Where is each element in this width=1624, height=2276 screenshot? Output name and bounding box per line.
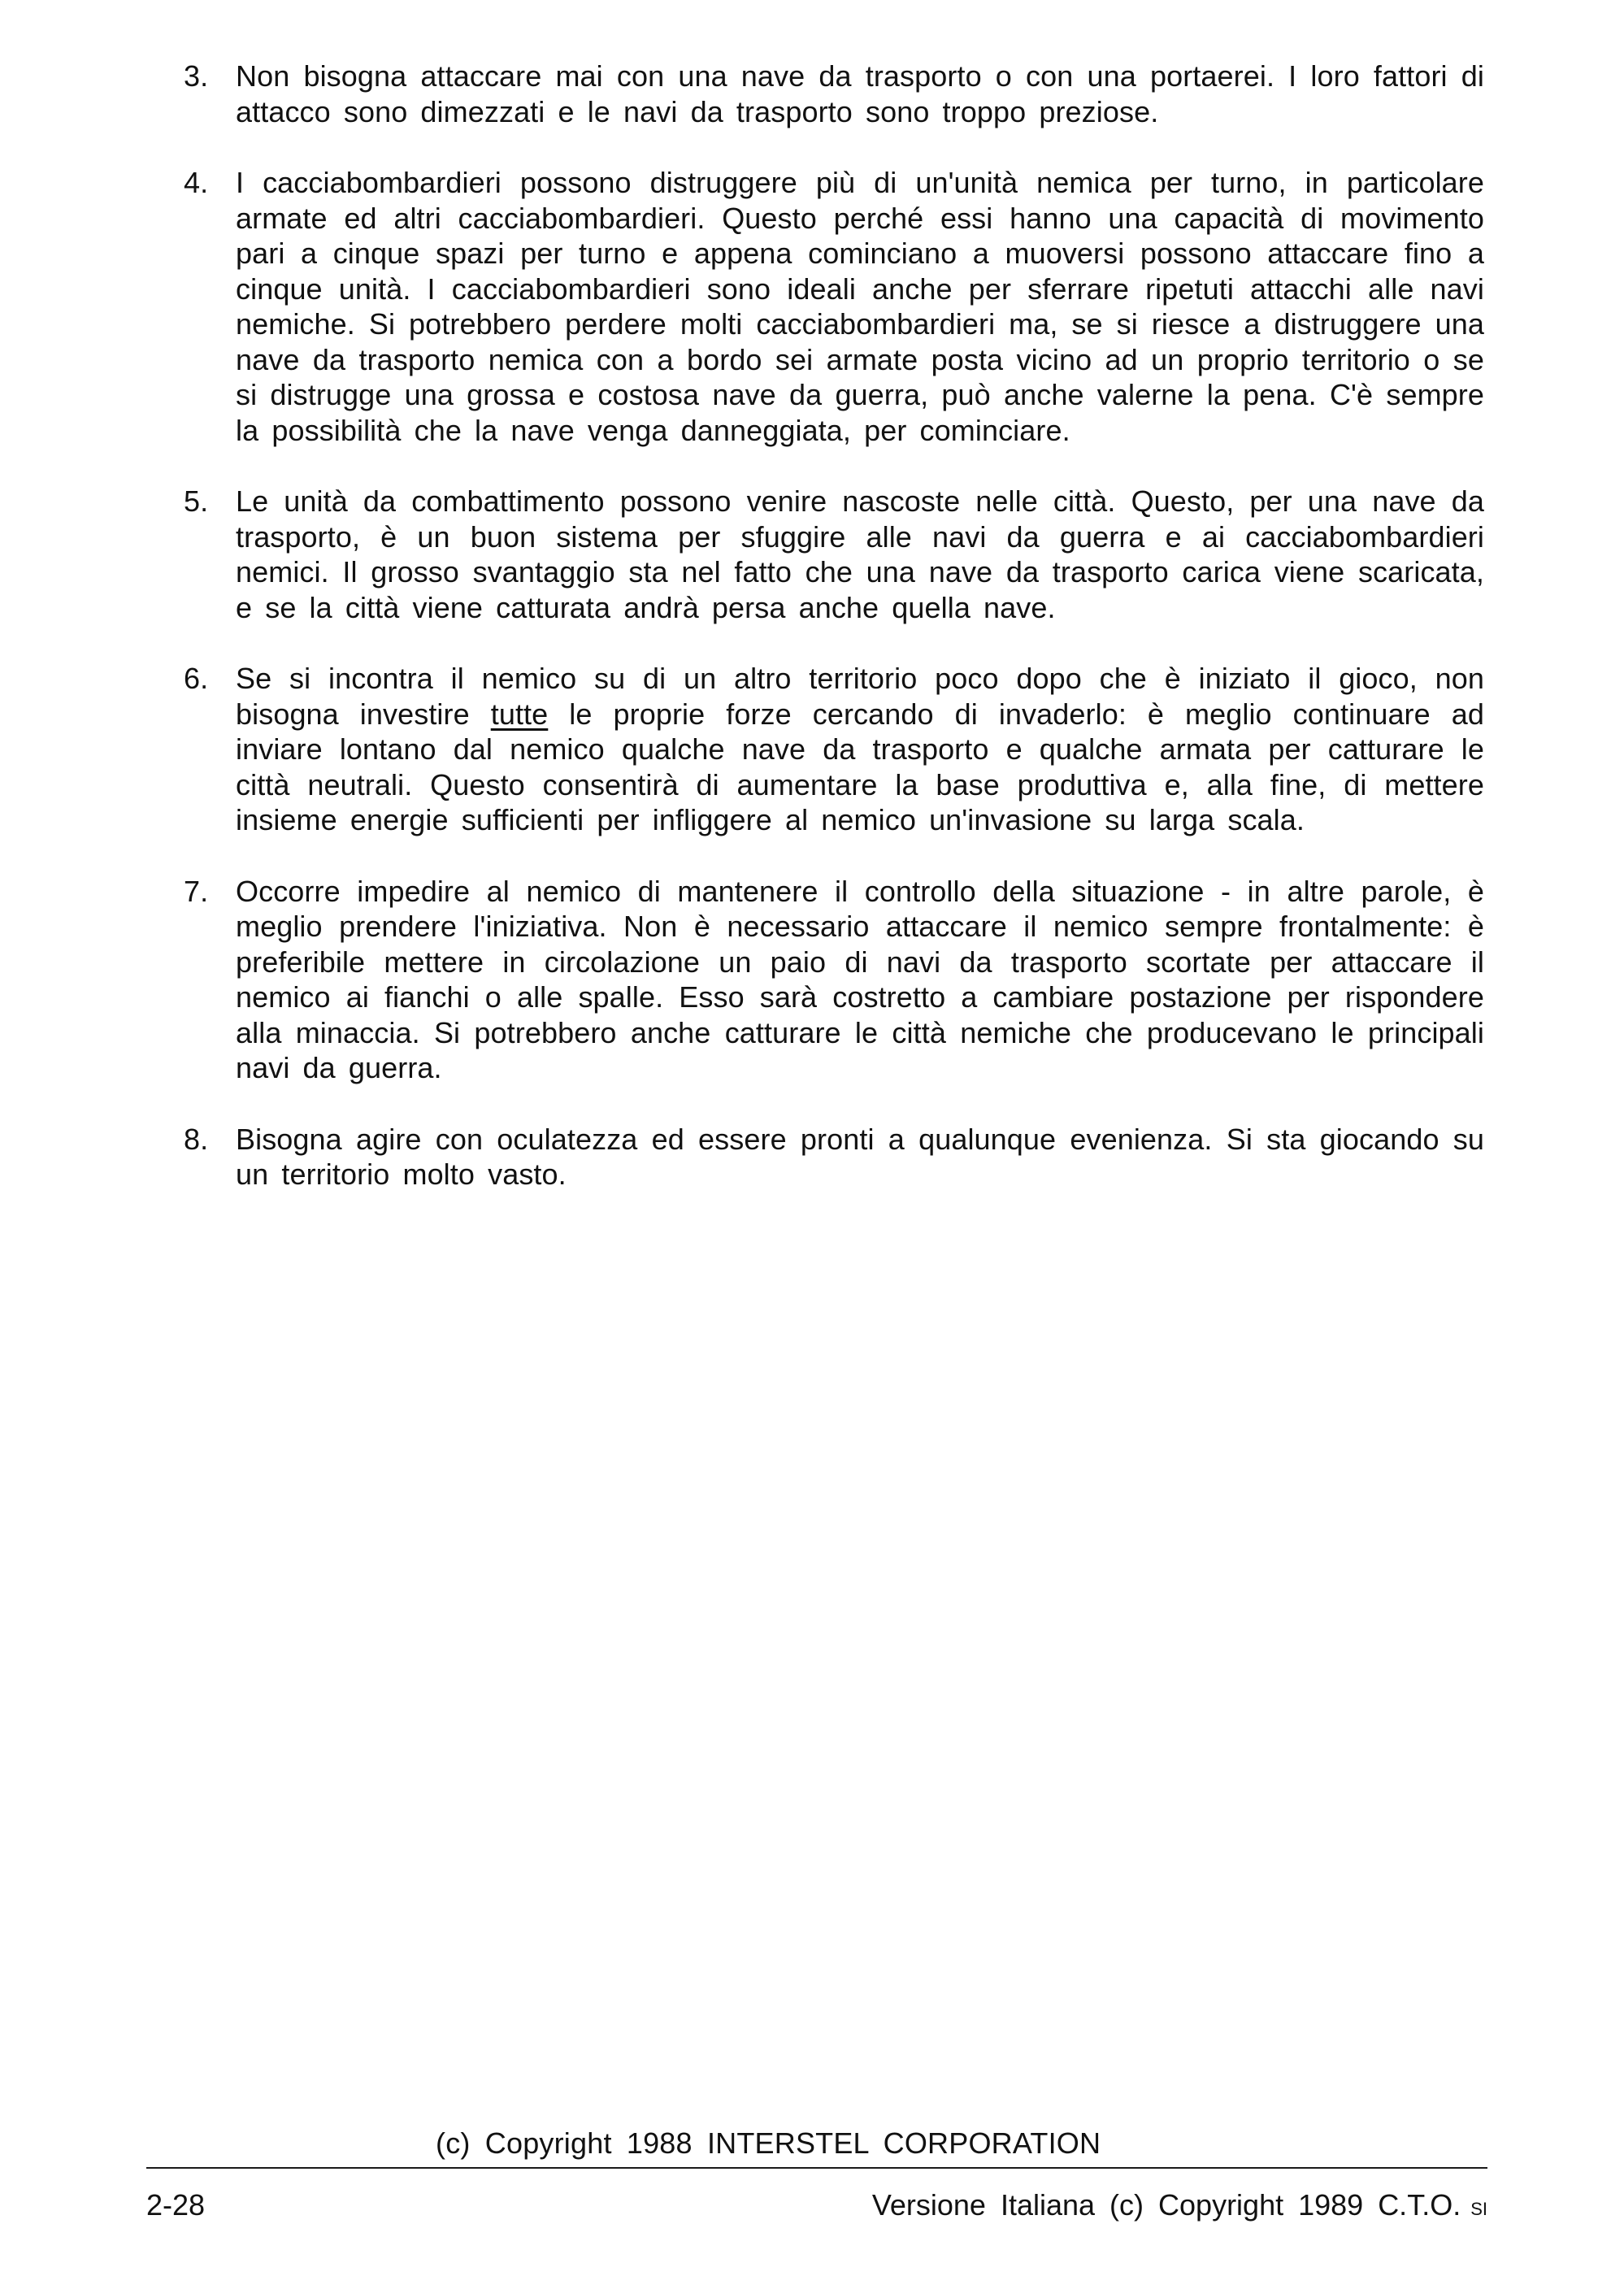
item-text-after: le proprie forze cercando di invaderlo: è meglio continuare ad inviare lontano dal nemico qualche nave da trasporto e qualche armata per catturare le città neutrali. Questo consentirà di aumentare la base produttiva e, alla fine, di mettere insieme energie sufficienti per infliggere al nemico un'invasione su larga scala. — [236, 697, 1484, 836]
item-text-before: Se si incontra il nemico su di un altro territorio poco dopo che è iniziato il gioco, non bisogna investire — [236, 662, 1484, 731]
list-item-8 — [184, 1122, 1484, 1192]
item-text — [236, 661, 1484, 838]
tips-list — [184, 59, 1484, 1228]
item-text: Occorre impedire al nemico di mantenere il controllo della situazione - in altre parole, è meglio prendere l'iniziativa. Non è necessario attaccare il nemico sempre frontalmente: è preferibile mettere in circolazione un paio di navi da trasporto scortate per attaccare il nemico ai fianchi o alle spalle. Esso sarà costretto a cambiare postazione per rispondere alla minaccia. Si potrebbero anche catturare le città nemiche che producevano le principali navi da guerra. — [236, 874, 1484, 1084]
item-number: 3. — [184, 59, 209, 93]
list-item-6 — [184, 661, 1484, 838]
page-number: 2-28 — [146, 2188, 206, 2222]
item-text: I cacciabombardieri possono distruggere più di un'unità nemica per turno, in particolare armate ed altri cacciabombardieri. Questo perché essi hanno una capacità di movimento pari a cinque spazi per turno e appena cominciano a muoversi possono attaccare fino a cinque unità. I cacciabombardieri sono ideali anche per sferrare ripetuti attacchi alle navi nemiche. Si potrebbero perdere molti cacciabombardieri ma, se si riesce a distruggere una nave da trasporto nemica con a bordo sei armate posta vicino ad un proprio territorio o se si distrugge una grossa e costosa nave da guerra, può anche valerne la pena. C'è sempre la possibilità che la nave venga danneggiata, per cominciare. — [236, 166, 1484, 447]
footer-copyright: (c) Copyright 1988 INTERSTEL CORPORATION — [436, 2126, 1101, 2160]
item-number: 6. — [184, 662, 209, 695]
list-item-4 — [184, 165, 1484, 448]
footer-divider — [146, 2167, 1487, 2169]
item-number: 5. — [184, 484, 209, 518]
list-item-5 — [184, 484, 1484, 625]
footer-version — [872, 2188, 1487, 2222]
item-number: 4. — [184, 166, 209, 199]
version-text: Versione Italiana (c) Copyright 1989 C.T.O. — [871, 2188, 1461, 2222]
list-item-3 — [184, 59, 1484, 129]
item-text: Bisogna agire con oculatezza ed essere pronti a qualunque evenienza. Si sta giocando su un territorio molto vasto. — [236, 1122, 1484, 1191]
item-number: 8. — [184, 1122, 209, 1156]
underlined-word: tutte — [490, 697, 549, 731]
footer-mark: SI — [1470, 2199, 1487, 2219]
item-text: Le unità da combattimento possono venire nascoste nelle città. Questo, per una nave da trasporto, è un buon sistema per sfuggire alle navi da guerra e ai cacciabombardieri nemici. Il grosso svantaggio sta nel fatto che una nave da trasporto carica viene scaricata, e se la città viene catturata andrà persa anche quella nave. — [236, 484, 1484, 624]
item-text: Non bisogna attaccare mai con una nave da trasporto o con una portaerei. I loro fattori di attacco sono dimezzati e le navi da trasporto sono troppo preziose. — [236, 59, 1484, 128]
item-number: 7. — [184, 874, 209, 908]
list-item-7 — [184, 874, 1484, 1086]
